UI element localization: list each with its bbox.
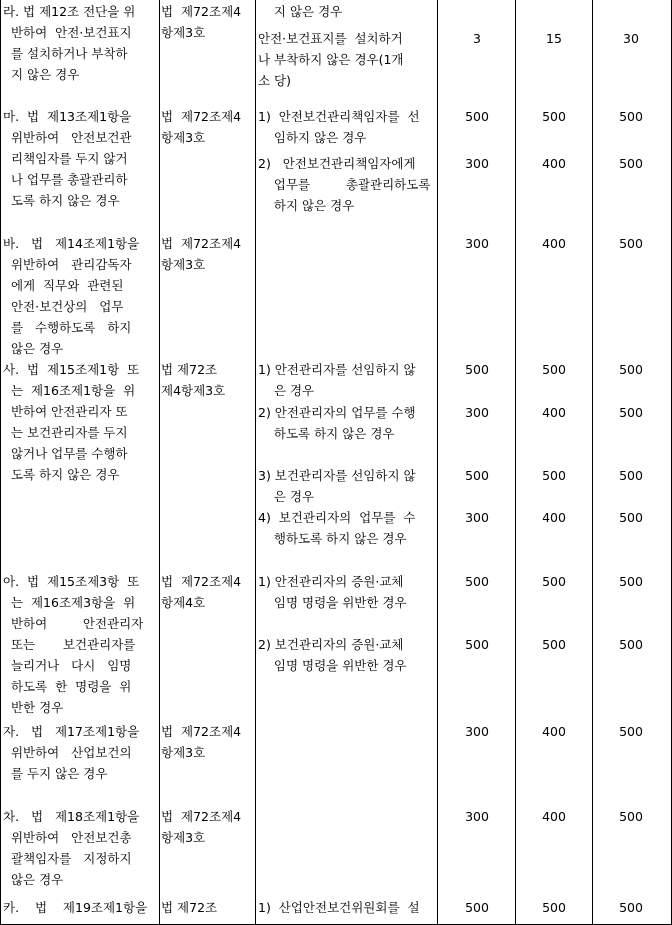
law-reference: 법 제72조 xyxy=(161,900,218,915)
law-reference: 법 제72조 xyxy=(161,362,218,377)
detail-text: 임명 명령을 위반한 경우 xyxy=(258,658,407,673)
violation-text: 나 업무를 총괄관리하 xyxy=(3,172,128,187)
fine-amount: 500 xyxy=(542,362,566,377)
violation-text: 는 보건관리자를 두지 xyxy=(3,425,128,440)
violation-text: 를 두지 않은 경우 xyxy=(3,766,108,781)
detail-text: 안전·보건표지를 설치하거 xyxy=(258,31,403,46)
fine-amount: 400 xyxy=(542,236,566,251)
fine-amount: 500 xyxy=(465,468,489,483)
law-reference: 법 제72조제4 xyxy=(161,4,242,19)
detail-text: 하도록 하지 않은 경우 xyxy=(258,426,395,441)
fine-amount: 500 xyxy=(542,900,566,915)
violation-text: 않은 경우 xyxy=(3,872,64,887)
detail-text: 2) 안전관리자의 업무를 수행 xyxy=(258,405,416,420)
fine-amount: 300 xyxy=(465,724,489,739)
detail-text: 1) 안전관리자의 증원·교체 xyxy=(258,574,404,589)
fine-amount: 500 xyxy=(542,468,566,483)
violation-text: 반한 경우 xyxy=(3,700,64,715)
violation-text: 도록 하지 않은 경우 xyxy=(3,193,120,208)
fine-amount: 500 xyxy=(619,405,643,420)
violation-text: 않은 경우 xyxy=(3,341,64,356)
column-divider xyxy=(0,0,1,925)
column-divider xyxy=(159,0,160,925)
fine-amount: 500 xyxy=(619,236,643,251)
violation-text: 위반하여 안전보건총 xyxy=(3,830,132,845)
column-divider xyxy=(437,0,438,925)
law-reference: 항제3호 xyxy=(161,257,206,272)
fine-amount: 300 xyxy=(465,405,489,420)
violation-text: 않거나 업무를 수행하 xyxy=(3,446,128,461)
law-reference: 항제3호 xyxy=(161,25,206,40)
violation-text: 를 수행하도록 하지 xyxy=(3,320,132,335)
fine-amount: 300 xyxy=(465,809,489,824)
violation-text: 반하여 안전관리자 또 xyxy=(3,404,128,419)
law-reference: 제4항제3호 xyxy=(161,383,226,398)
fine-amount: 500 xyxy=(465,109,489,124)
violation-text: 는 제16조제1항을 위 xyxy=(3,383,136,398)
violation-text: 에게 직무와 관련된 xyxy=(3,278,124,293)
violation-text: 위반하여 관리감독자 xyxy=(3,257,132,272)
violation-text: 하도록 한 명령을 위 xyxy=(3,679,132,694)
violation-text: 바. 법 제14조제1항을 xyxy=(3,236,140,251)
violation-text: 도록 하지 않은 경우 xyxy=(3,467,120,482)
detail-text: 지 않은 경우 xyxy=(258,4,343,19)
detail-text: 1) 안전관리자를 선임하지 않 xyxy=(258,362,416,377)
law-reference: 항제3호 xyxy=(161,130,206,145)
detail-text: 은 경우 xyxy=(258,489,315,504)
fine-amount: 500 xyxy=(619,510,643,525)
fine-amount: 300 xyxy=(465,156,489,171)
law-reference: 법 제72조제4 xyxy=(161,109,242,124)
fine-amount: 500 xyxy=(542,109,566,124)
violation-text: 안전·보건상의 업무 xyxy=(3,299,124,314)
fine-amount: 400 xyxy=(542,405,566,420)
fine-amount: 3 xyxy=(473,31,481,46)
violation-text: 늘리거나 다시 임명 xyxy=(3,658,132,673)
violation-text: 지 않은 경우 xyxy=(3,67,80,82)
detail-text: 1) 안전보건관리책임자를 선 xyxy=(258,109,420,124)
violation-text: 라. 법 제12조 전단을 위 xyxy=(3,4,136,19)
violation-text: 차. 법 제18조제1항을 xyxy=(3,809,140,824)
law-reference: 법 제72조제4 xyxy=(161,724,242,739)
fine-amount: 400 xyxy=(542,156,566,171)
detail-text: 은 경우 xyxy=(258,383,315,398)
law-reference: 항제3호 xyxy=(161,745,206,760)
violation-text: 괄책임자를 지정하지 xyxy=(3,851,132,866)
detail-text: 2) 보건관리자의 증원·교체 xyxy=(258,637,404,652)
fine-amount: 300 xyxy=(465,236,489,251)
column-divider xyxy=(592,0,593,925)
fine-amount: 500 xyxy=(619,362,643,377)
fine-amount: 500 xyxy=(619,724,643,739)
fine-amount: 500 xyxy=(542,574,566,589)
violation-text: 카. 법 제19조제1항을 xyxy=(3,900,148,915)
detail-text: 3) 보건관리자를 선임하지 않 xyxy=(258,468,416,483)
fine-amount: 500 xyxy=(465,362,489,377)
violation-text: 자. 법 제17조제1항을 xyxy=(3,724,140,739)
fine-amount: 300 xyxy=(465,510,489,525)
fine-amount: 500 xyxy=(465,574,489,589)
law-reference: 항제4호 xyxy=(161,595,206,610)
violation-text: 는 제16조제3항을 위 xyxy=(3,595,136,610)
detail-text: 임하지 않은 경우 xyxy=(258,130,367,145)
fine-amount: 500 xyxy=(619,900,643,915)
detail-text: 나 부착하지 않은 경우(1개 xyxy=(258,52,404,67)
detail-text: 임명 명령을 위반한 경우 xyxy=(258,595,407,610)
violation-text: 사. 법 제15조제1항 또 xyxy=(3,362,140,377)
violation-text: 또는 보건관리자를 xyxy=(3,637,136,652)
law-reference: 법 제72조제4 xyxy=(161,236,242,251)
fine-amount: 400 xyxy=(542,724,566,739)
fine-amount: 500 xyxy=(465,900,489,915)
violation-text: 아. 법 제15조제3항 또 xyxy=(3,574,140,589)
violation-text: 반하여 안전·보건표지 xyxy=(3,25,132,40)
fine-amount: 30 xyxy=(623,31,639,46)
violation-text: 리책임자를 두지 않거 xyxy=(3,151,128,166)
violation-text: 마. 법 제13조제1항을 xyxy=(3,109,132,124)
law-reference: 법 제72조제4 xyxy=(161,574,242,589)
detail-text: 4) 보건관리자의 업무를 수 xyxy=(258,510,416,525)
fine-amount: 500 xyxy=(619,109,643,124)
violation-text: 반하여 안전관리자 xyxy=(3,616,144,631)
fine-amount: 400 xyxy=(542,809,566,824)
fine-amount: 15 xyxy=(546,31,562,46)
fine-amount: 500 xyxy=(619,468,643,483)
fine-amount: 500 xyxy=(542,637,566,652)
detail-text: 행하도록 하지 않은 경우 xyxy=(258,531,407,546)
violation-text: 를 설치하거나 부착하 xyxy=(3,46,128,61)
violation-text: 위반하여 산업보건의 xyxy=(3,745,132,760)
detail-text: 1) 산업안전보건위원회를 설 xyxy=(258,900,420,915)
fine-amount: 500 xyxy=(619,574,643,589)
column-divider xyxy=(515,0,516,925)
law-reference: 항제3호 xyxy=(161,830,206,845)
violation-text: 위반하여 안전보건관 xyxy=(3,130,132,145)
column-divider xyxy=(255,0,256,925)
detail-text: 하지 않은 경우 xyxy=(258,198,355,213)
detail-text: 업무를 총괄관리하도록 xyxy=(258,177,431,192)
fine-amount: 500 xyxy=(465,637,489,652)
detail-text: 2) 안전보건관리책임자에게 xyxy=(258,156,416,171)
fine-amount: 500 xyxy=(619,637,643,652)
fine-amount: 500 xyxy=(619,156,643,171)
law-reference: 법 제72조제4 xyxy=(161,809,242,824)
fine-amount: 500 xyxy=(619,809,643,824)
detail-text: 소 당) xyxy=(258,73,292,88)
fine-amount: 400 xyxy=(542,510,566,525)
